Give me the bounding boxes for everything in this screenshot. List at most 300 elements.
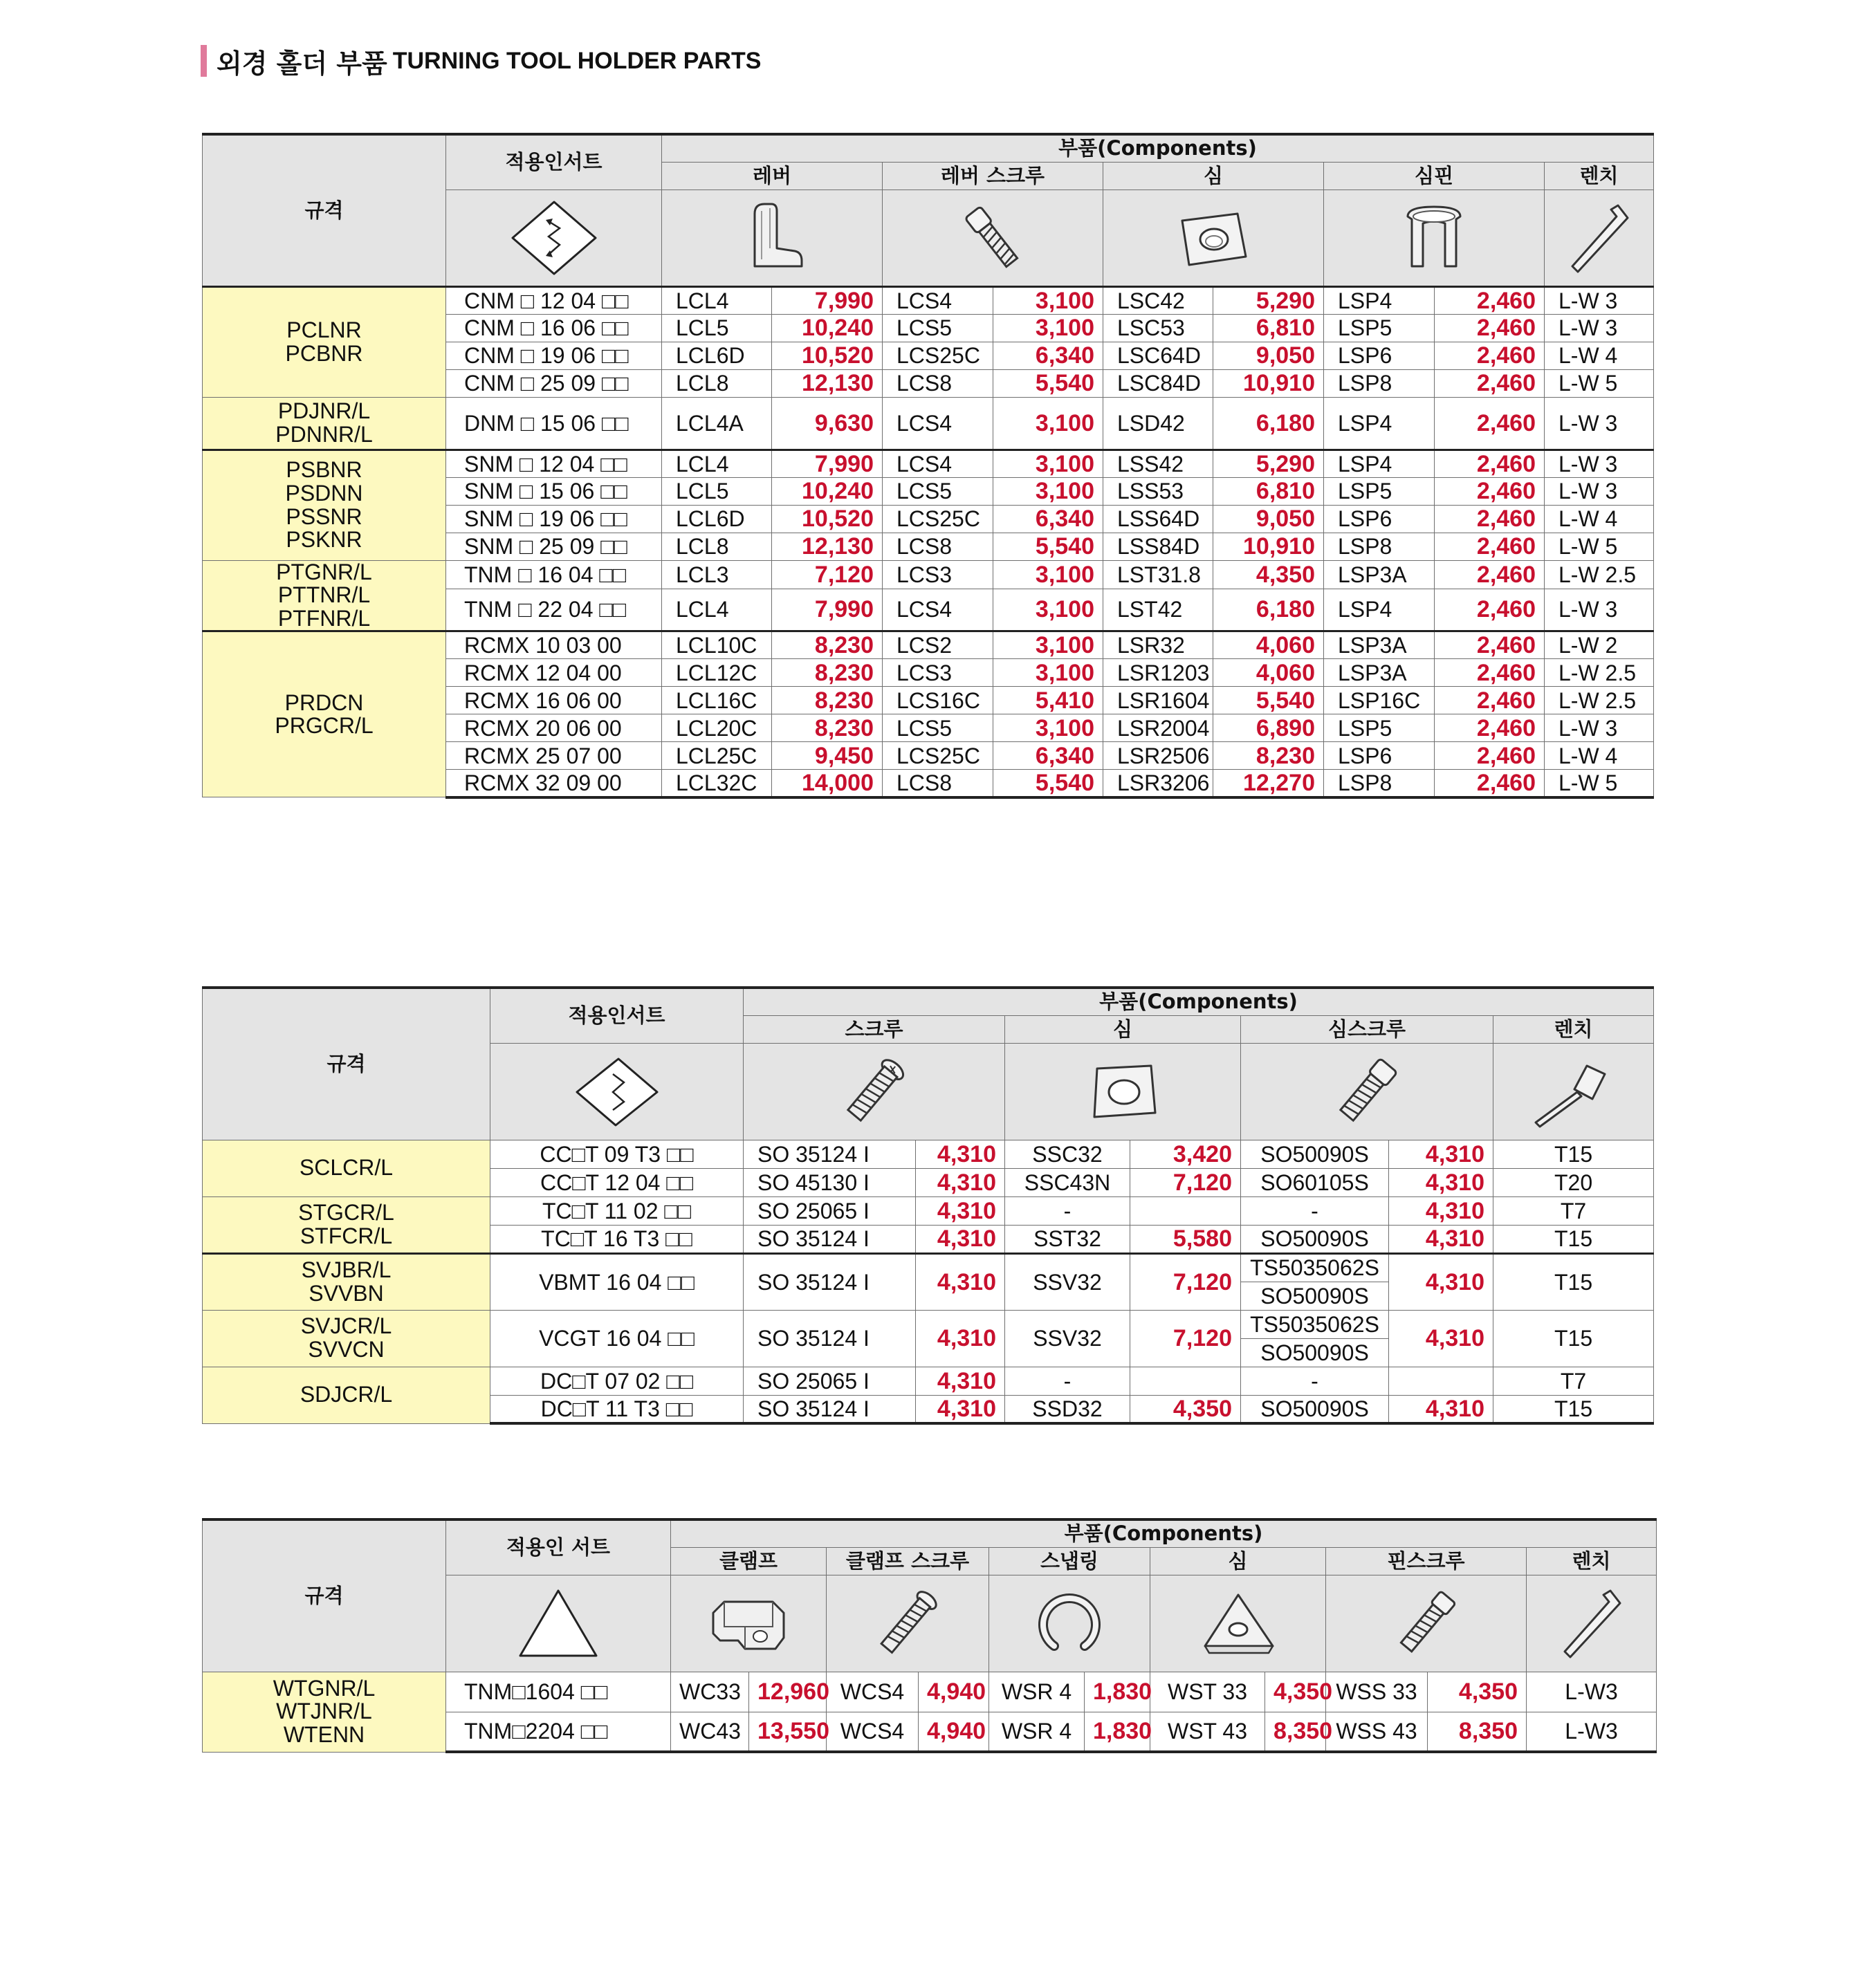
screw-code: SO 35124 I	[744, 1253, 916, 1310]
shim-screw-price	[1389, 1367, 1493, 1395]
screw-price: 4,310	[916, 1140, 1005, 1168]
header-clamp: 클램프	[671, 1547, 827, 1575]
shim-price	[1130, 1367, 1241, 1395]
lever-price: 12,130	[772, 369, 883, 397]
header-screw: 스크루	[744, 1015, 1005, 1043]
screw-price: 4,310	[916, 1367, 1005, 1395]
torx-wrench-icon	[1493, 1043, 1654, 1140]
lever-price: 9,450	[772, 742, 883, 770]
shim-code: SSD32	[1005, 1395, 1130, 1423]
wrench-code: T20	[1493, 1168, 1654, 1196]
lever-code: LCL8	[662, 369, 772, 397]
spec-cell: SVJCR/L SVVCN	[203, 1310, 490, 1367]
table-row	[203, 1196, 1654, 1225]
spec-cell: PRDCN PRGCR/L	[203, 631, 446, 797]
lever-screw-code: LCS8	[883, 533, 993, 560]
wrench-code: L-W 2.5	[1545, 659, 1654, 687]
screw-code: SO 35124 I	[744, 1140, 916, 1168]
shim-pin-price: 2,460	[1435, 589, 1545, 631]
lever-icon	[662, 190, 883, 286]
lever-code: LCL6D	[662, 505, 772, 533]
shim-pin-code: LSP5	[1324, 314, 1435, 342]
table-row	[203, 560, 1654, 589]
wrench-code: T15	[1493, 1140, 1654, 1168]
shim-screw-code: SO50090S	[1241, 1140, 1389, 1168]
shim-code: SSV32	[1005, 1253, 1130, 1310]
pin-screw-code: WSS 43	[1326, 1712, 1428, 1752]
lever-screw-price: 5,540	[993, 533, 1103, 560]
shim-pin-code: LSP4	[1324, 397, 1435, 450]
lever-price: 8,230	[772, 687, 883, 714]
lever-price: 10,520	[772, 505, 883, 533]
shim-screw-icon	[1241, 1043, 1493, 1140]
header-insert: 적용인서트	[446, 134, 662, 190]
table-row	[203, 1253, 1654, 1282]
shim-price: 4,350	[1130, 1395, 1241, 1423]
insert-code: SNM □ 19 06 □□	[446, 505, 662, 533]
lever-code: LCL6D	[662, 342, 772, 369]
shim-screw-price: 4,310	[1389, 1225, 1493, 1253]
shim-pin-code: LSP4	[1324, 286, 1435, 314]
shim-screw-price: 4,310	[1389, 1395, 1493, 1423]
wrench-code: T15	[1493, 1310, 1654, 1367]
shim-pin-code: LSP16C	[1324, 687, 1435, 714]
spec-cell: SCLCR/L	[203, 1140, 490, 1196]
shim-price: 4,060	[1213, 631, 1324, 659]
snap-ring-code: WSR 4	[989, 1672, 1085, 1712]
shim-pin-price: 2,460	[1435, 450, 1545, 477]
lever-screw-price: 5,540	[993, 770, 1103, 797]
header-lever-screw: 레버 스크루	[883, 162, 1103, 190]
table-row	[203, 286, 1654, 314]
title-accent-bar	[201, 45, 207, 77]
wrench-code: T15	[1493, 1253, 1654, 1310]
insert-code: SNM □ 25 09 □□	[446, 533, 662, 560]
screw-code: SO 45130 I	[744, 1168, 916, 1196]
lever-screw-price: 6,340	[993, 342, 1103, 369]
spec-cell: PDJNR/L PDNNR/L	[203, 397, 446, 450]
lever-code: LCL5	[662, 314, 772, 342]
shim-pin-price: 2,460	[1435, 714, 1545, 742]
shim-pin-code: LSP6	[1324, 342, 1435, 369]
shim-pin-code: LSP3A	[1324, 631, 1435, 659]
insert-triangle-icon	[446, 1575, 671, 1672]
insert-code: CNM □ 16 06 □□	[446, 314, 662, 342]
wrench-code: T15	[1493, 1225, 1654, 1253]
shim-pin-code: LSP5	[1324, 714, 1435, 742]
header-shim: 심	[1005, 1015, 1241, 1043]
wrench-code: L-W 5	[1545, 770, 1654, 797]
shim-price: 7,120	[1130, 1253, 1241, 1310]
wrench-code: L-W3	[1527, 1712, 1657, 1752]
wrench-code: L-W 3	[1545, 477, 1654, 505]
snap-ring-price: 1,830	[1085, 1712, 1150, 1752]
header-clamp-screw: 클램프 스크루	[827, 1547, 989, 1575]
clamp-code: WC33	[671, 1672, 749, 1712]
shim-code: LSS53	[1103, 477, 1213, 505]
header-pin-screw: 핀스크루	[1326, 1547, 1527, 1575]
insert-code: DC□T 07 02 □□	[490, 1367, 744, 1395]
screw-price: 4,310	[916, 1310, 1005, 1367]
header-wrench: 렌치	[1545, 162, 1654, 190]
shim-price: 4,060	[1213, 659, 1324, 687]
shim-price: 7,120	[1130, 1168, 1241, 1196]
insert-code: RCMX 16 06 00	[446, 687, 662, 714]
lever-price: 9,630	[772, 397, 883, 450]
screw-code: SO 35124 I	[744, 1225, 916, 1253]
wrench-code: L-W3	[1527, 1672, 1657, 1712]
shim-screw-code: -	[1241, 1196, 1389, 1225]
lever-screw-code: LCS5	[883, 314, 993, 342]
lever-screw-price: 6,340	[993, 505, 1103, 533]
snap-ring-code: WSR 4	[989, 1712, 1085, 1752]
lever-screw-code: LCS3	[883, 659, 993, 687]
wrench-code: L-W 3	[1545, 589, 1654, 631]
shim-price: 4,350	[1213, 560, 1324, 589]
lever-screw-price: 3,100	[993, 314, 1103, 342]
shim-price: 10,910	[1213, 369, 1324, 397]
shim-screw-code: TS5035062S	[1241, 1310, 1389, 1338]
snap-ring-price: 1,830	[1085, 1672, 1150, 1712]
snap-ring-icon	[989, 1575, 1150, 1672]
pin-screw-code: WSS 33	[1326, 1672, 1428, 1712]
hex-wrench-icon	[1545, 190, 1654, 286]
lever-code: LCL4A	[662, 397, 772, 450]
lever-screw-code: LCS5	[883, 714, 993, 742]
hex-wrench-icon	[1527, 1575, 1657, 1672]
lever-price: 8,230	[772, 659, 883, 687]
insert-code: CC□T 09 T3 □□	[490, 1140, 744, 1168]
wrench-code: L-W 3	[1545, 397, 1654, 450]
shim-pin-code: LSP3A	[1324, 560, 1435, 589]
shim-pin-code: LSP4	[1324, 589, 1435, 631]
shim-code: LSS84D	[1103, 533, 1213, 560]
shim-code: SSC43N	[1005, 1168, 1130, 1196]
page-title	[201, 43, 761, 79]
lever-screw-code: LCS8	[883, 369, 993, 397]
spec-cell: PCLNR PCBNR	[203, 286, 446, 397]
shim-price: 3,420	[1130, 1140, 1241, 1168]
shim-pin-code: LSP3A	[1324, 659, 1435, 687]
shim-code: LSR2004	[1103, 714, 1213, 742]
table-row	[203, 1140, 1654, 1168]
header-components: 부품(Components)	[662, 134, 1654, 162]
shim-screw-code: SO50090S	[1241, 1395, 1389, 1423]
header-lever: 레버	[662, 162, 883, 190]
lever-screw-code: LCS8	[883, 770, 993, 797]
wrench-code: L-W 3	[1545, 286, 1654, 314]
table-row	[203, 450, 1654, 477]
header-shim-pin: 심핀	[1324, 162, 1545, 190]
shim-square-icon	[1005, 1043, 1241, 1140]
lever-screw-price: 3,100	[993, 286, 1103, 314]
pin-screw-price: 4,350	[1428, 1672, 1527, 1712]
shim-pin-price: 2,460	[1435, 687, 1545, 714]
header-shim: 심	[1103, 162, 1324, 190]
insert-code: TNM□1604 □□	[446, 1672, 671, 1712]
shim-pin-price: 2,460	[1435, 477, 1545, 505]
lever-screw-code: LCS5	[883, 477, 993, 505]
shim-code: LSR1203	[1103, 659, 1213, 687]
clamp-screw-icon	[827, 1575, 989, 1672]
shim-code: LSC84D	[1103, 369, 1213, 397]
shim-code: LSR32	[1103, 631, 1213, 659]
shim-price	[1130, 1196, 1241, 1225]
lever-screw-code: LCS4	[883, 450, 993, 477]
clamp-price: 13,550	[749, 1712, 827, 1752]
shim-screw-price: 4,310	[1389, 1310, 1493, 1367]
shim-pin-price: 2,460	[1435, 770, 1545, 797]
wrench-code: T7	[1493, 1367, 1654, 1395]
pin-screw-icon	[1326, 1575, 1527, 1672]
insert-code: TC□T 11 02 □□	[490, 1196, 744, 1225]
shim-screw-code: SO50090S	[1241, 1338, 1389, 1367]
shim-code: LSC53	[1103, 314, 1213, 342]
insert-code: RCMX 12 04 00	[446, 659, 662, 687]
lever-code: LCL4	[662, 286, 772, 314]
shim-pin-price: 2,460	[1435, 342, 1545, 369]
shim-price: 6,180	[1213, 397, 1324, 450]
header-wrench: 렌치	[1493, 1015, 1654, 1043]
lever-screw-code: LCS25C	[883, 505, 993, 533]
shim-screw-code: -	[1241, 1367, 1389, 1395]
shim-price: 8,230	[1213, 742, 1324, 770]
lever-price: 7,990	[772, 286, 883, 314]
shim-code: SSV32	[1005, 1310, 1130, 1367]
insert-code: VCGT 16 04 □□	[490, 1310, 744, 1367]
shim-code: WST 43	[1150, 1712, 1265, 1752]
lever-price: 12,130	[772, 533, 883, 560]
lever-screw-code: LCS4	[883, 589, 993, 631]
header-shim-screw: 심스크루	[1241, 1015, 1493, 1043]
lever-code: LCL12C	[662, 659, 772, 687]
spec-cell: SVJBR/L SVVBN	[203, 1253, 490, 1310]
table-row	[203, 1367, 1654, 1395]
shim-pin-price: 2,460	[1435, 369, 1545, 397]
shim-pin-price: 2,460	[1435, 286, 1545, 314]
insert-code: RCMX 10 03 00	[446, 631, 662, 659]
header-components: 부품(Components)	[744, 988, 1654, 1015]
shim-pin-price: 2,460	[1435, 659, 1545, 687]
lever-screw-price: 3,100	[993, 631, 1103, 659]
spec-cell: WTGNR/L WTJNR/L WTENN	[203, 1672, 446, 1752]
shim-price: 5,290	[1213, 450, 1324, 477]
lever-code: LCL16C	[662, 687, 772, 714]
shim-code: LST31.8	[1103, 560, 1213, 589]
screw-code: SO 35124 I	[744, 1310, 916, 1367]
shim-price: 6,810	[1213, 314, 1324, 342]
header-wrench: 렌치	[1527, 1547, 1657, 1575]
lever-code: LCL3	[662, 560, 772, 589]
header-insert: 적용인 서트	[446, 1519, 671, 1575]
shim-price: 7,120	[1130, 1310, 1241, 1367]
shim-code: -	[1005, 1196, 1130, 1225]
screw-price: 4,310	[916, 1225, 1005, 1253]
header-shim: 심	[1150, 1547, 1326, 1575]
insert-code: RCMX 32 09 00	[446, 770, 662, 797]
insert-code: TNM □ 22 04 □□	[446, 589, 662, 631]
wrench-code: L-W 4	[1545, 742, 1654, 770]
lever-screw-price: 3,100	[993, 477, 1103, 505]
table-wedge-clamp-parts	[202, 1518, 1657, 1753]
shim-screw-price: 4,310	[1389, 1140, 1493, 1168]
lever-screw-code: LCS4	[883, 397, 993, 450]
lever-price: 10,240	[772, 314, 883, 342]
shim-code: LSC42	[1103, 286, 1213, 314]
table-row	[203, 397, 1654, 450]
header-snap-ring: 스냅링	[989, 1547, 1150, 1575]
shim-triangle-icon	[1150, 1575, 1326, 1672]
spec-cell: PTGNR/L PTTNR/L PTFNR/L	[203, 560, 446, 631]
shim-code: LSS64D	[1103, 505, 1213, 533]
shim-pin-price: 2,460	[1435, 560, 1545, 589]
table-row	[203, 1310, 1654, 1338]
lever-code: LCL32C	[662, 770, 772, 797]
lever-screw-code: LCS3	[883, 560, 993, 589]
shim-pin-price: 2,460	[1435, 631, 1545, 659]
shim-pin-price: 2,460	[1435, 533, 1545, 560]
shim-code: LSR1604	[1103, 687, 1213, 714]
wrench-code: L-W 4	[1545, 505, 1654, 533]
wrench-code: L-W 3	[1545, 714, 1654, 742]
lever-screw-price: 3,100	[993, 714, 1103, 742]
screw-price: 4,310	[916, 1395, 1005, 1423]
shim-code: LST42	[1103, 589, 1213, 631]
insert-code: TNM □ 16 04 □□	[446, 560, 662, 589]
lever-price: 7,990	[772, 589, 883, 631]
lever-code: LCL5	[662, 477, 772, 505]
shim-price: 5,580	[1130, 1225, 1241, 1253]
shim-screw-price: 4,310	[1389, 1196, 1493, 1225]
shim-screw-price: 4,310	[1389, 1253, 1493, 1310]
lever-code: LCL4	[662, 589, 772, 631]
shim-pin-price: 2,460	[1435, 314, 1545, 342]
lever-screw-code: LCS25C	[883, 742, 993, 770]
lever-screw-code: LCS2	[883, 631, 993, 659]
shim-pin-code: LSP8	[1324, 369, 1435, 397]
lever-price: 10,240	[772, 477, 883, 505]
lever-price: 8,230	[772, 631, 883, 659]
header-spec: 규격	[203, 1519, 446, 1672]
insert-code: TNM□2204 □□	[446, 1712, 671, 1752]
lever-screw-code: LCS16C	[883, 687, 993, 714]
shim-code: WST 33	[1150, 1672, 1265, 1712]
shim-code: SSC32	[1005, 1140, 1130, 1168]
lever-code: LCL8	[662, 533, 772, 560]
lever-screw-price: 3,100	[993, 589, 1103, 631]
shim-code: LSR2506	[1103, 742, 1213, 770]
header-spec: 규격	[203, 988, 490, 1140]
insert-rhombus-icon	[446, 190, 662, 286]
shim-screw-code: SO60105S	[1241, 1168, 1389, 1196]
wrench-code: L-W 3	[1545, 450, 1654, 477]
shim-pin-icon	[1324, 190, 1545, 286]
shim-pin-code: LSP5	[1324, 477, 1435, 505]
wrench-code: L-W 4	[1545, 342, 1654, 369]
shim-pin-price: 2,460	[1435, 742, 1545, 770]
lever-screw-price: 6,340	[993, 742, 1103, 770]
wrench-code: L-W 2.5	[1545, 687, 1654, 714]
clamp-screw-price: 4,940	[919, 1712, 989, 1752]
spec-cell: PSBNR PSDNN PSSNR PSKNR	[203, 450, 446, 560]
lever-price: 8,230	[772, 714, 883, 742]
lever-code: LCL10C	[662, 631, 772, 659]
wrench-code: L-W 2.5	[1545, 560, 1654, 589]
lever-screw-price: 3,100	[993, 450, 1103, 477]
shim-price: 10,910	[1213, 533, 1324, 560]
lever-price: 10,520	[772, 342, 883, 369]
lever-code: LCL20C	[662, 714, 772, 742]
insert-code: SNM □ 15 06 □□	[446, 477, 662, 505]
table-row	[203, 1672, 1657, 1712]
insert-code: CNM □ 12 04 □□	[446, 286, 662, 314]
shim-pin-code: LSP8	[1324, 770, 1435, 797]
pin-screw-price: 8,350	[1428, 1712, 1527, 1752]
shim-price: 5,290	[1213, 286, 1324, 314]
title-english: TURNING TOOL HOLDER PARTS	[392, 47, 762, 74]
screw-icon	[744, 1043, 1005, 1140]
insert-code: RCMX 25 07 00	[446, 742, 662, 770]
lever-screw-code: LCS4	[883, 286, 993, 314]
lever-code: LCL25C	[662, 742, 772, 770]
lever-price: 14,000	[772, 770, 883, 797]
shim-code: -	[1005, 1367, 1130, 1395]
lever-screw-price: 5,410	[993, 687, 1103, 714]
table-row	[203, 631, 1654, 659]
lever-screw-price: 3,100	[993, 659, 1103, 687]
shim-pin-price: 2,460	[1435, 505, 1545, 533]
insert-code: DC□T 11 T3 □□	[490, 1395, 744, 1423]
clamp-code: WC43	[671, 1712, 749, 1752]
shim-price: 12,270	[1213, 770, 1324, 797]
shim-price: 6,810	[1213, 477, 1324, 505]
header-insert: 적용인서트	[490, 988, 744, 1043]
lever-screw-icon	[883, 190, 1103, 286]
shim-pin-price: 2,460	[1435, 397, 1545, 450]
shim-pin-code: LSP4	[1324, 450, 1435, 477]
wrench-code: L-W 3	[1545, 314, 1654, 342]
clamp-icon	[671, 1575, 827, 1672]
lever-screw-price: 3,100	[993, 560, 1103, 589]
spec-cell: STGCR/L STFCR/L	[203, 1196, 490, 1253]
insert-code: CC□T 12 04 □□	[490, 1168, 744, 1196]
screw-price: 4,310	[916, 1168, 1005, 1196]
lever-screw-code: LCS25C	[883, 342, 993, 369]
shim-code: LSD42	[1103, 397, 1213, 450]
wrench-code: T7	[1493, 1196, 1654, 1225]
shim-price: 9,050	[1213, 342, 1324, 369]
screw-price: 4,310	[916, 1253, 1005, 1310]
shim-pin-code: LSP6	[1324, 505, 1435, 533]
shim-code: LSR3206	[1103, 770, 1213, 797]
shim-pin-code: LSP6	[1324, 742, 1435, 770]
insert-code: TC□T 16 T3 □□	[490, 1225, 744, 1253]
shim-price: 8,350	[1265, 1712, 1326, 1752]
insert-code: CNM □ 25 09 □□	[446, 369, 662, 397]
clamp-screw-price: 4,940	[919, 1672, 989, 1712]
spec-cell: SDJCR/L	[203, 1367, 490, 1423]
insert-code: CNM □ 19 06 □□	[446, 342, 662, 369]
shim-price: 9,050	[1213, 505, 1324, 533]
title-korean: 외경 홀더 부품	[217, 48, 387, 79]
insert-code: SNM □ 12 04 □□	[446, 450, 662, 477]
shim-screw-code: SO50090S	[1241, 1225, 1389, 1253]
shim-code: LSC64D	[1103, 342, 1213, 369]
shim-screw-code: SO50090S	[1241, 1282, 1389, 1310]
lever-price: 7,990	[772, 450, 883, 477]
screw-code: SO 25065 I	[744, 1367, 916, 1395]
screw-code: SO 25065 I	[744, 1196, 916, 1225]
